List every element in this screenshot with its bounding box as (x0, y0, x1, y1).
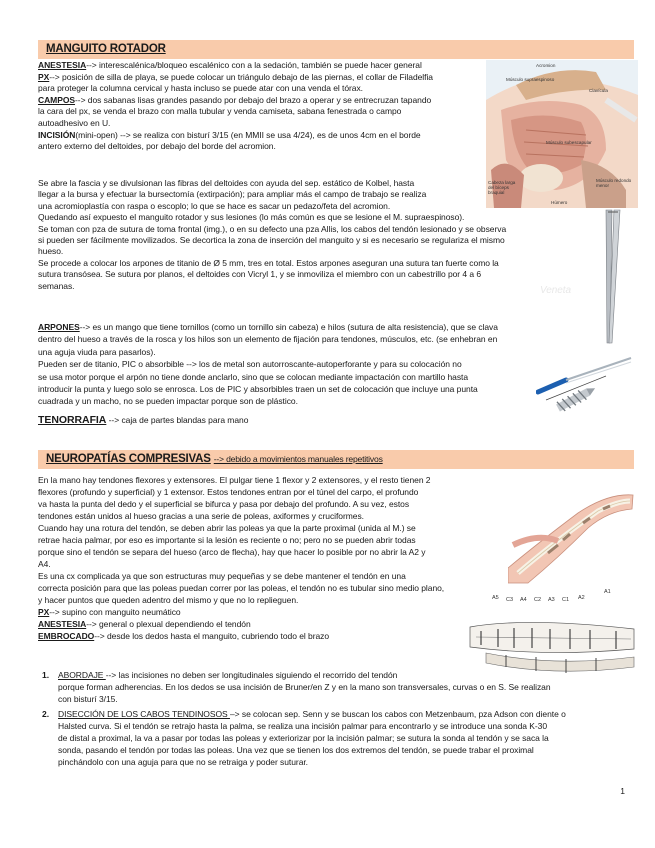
text-line: Pueden ser de titanio, PIC o absorbible --> los de metal son autorroscante-autoperforante y para su colocación no (38, 359, 462, 370)
pulley-a1: A1 (604, 589, 611, 595)
text-line: se usa motor porque el arpón no tiene donde anclarlo, sino que se colocan mediante impactación con martillo hasta (38, 371, 469, 382)
list-item-line: porque forman adherencias. En los dedos se usa incisión de Bruner/en Z y en la mano son transversales, curvas o en S. Se realizan (58, 682, 551, 693)
label-supraespinoso: Músculo supraespinoso (506, 77, 555, 82)
shoulder-anatomy-image (486, 60, 638, 208)
text-line: una aguja viuda para pasarlos). (38, 346, 156, 357)
bold-term: EMBROCADO (38, 631, 95, 641)
pulley-c2: C2 (534, 597, 542, 603)
text-line: Se procede a colocar los arpones de titanio de Ø 5 mm, tres en total. Estos arpones aseguran una sutura tan fuerte como la (38, 257, 499, 268)
list-item-line: con bisturí 3/15. (58, 694, 118, 705)
text-line: PX--> posición de silla de playa, se puede colocar un triángulo debajo de las piernas, el collar de Filadelfia (38, 71, 433, 82)
pulley-a2: A2 (578, 595, 585, 601)
text-line: CAMPOS--> dos sabanas lisas grandes pasando por debajo del brazo a operar y se entrecruzan tapando (38, 94, 432, 105)
text-line: Es una cx complicada ya que son estructuras muy pequeñas y se debe mantener el tendón en una (38, 571, 406, 581)
bold-term: PX (38, 71, 50, 82)
bold-term: INCISIÓN (38, 129, 76, 140)
label-redondo-menor: Músculo redondo menor (596, 178, 632, 188)
text-line: Se toman con pza de sutura de toma frontal (img.), o en su defecto una pza Allis, los cabos del tendón lesionado y se observa (38, 223, 507, 234)
pulley-c1: C1 (562, 597, 570, 603)
list-number: 2. (42, 708, 50, 719)
section-title: MANGUITO ROTADOR (46, 43, 166, 55)
text-line: sutura transósea. Se sutura por planos, el deltoides con Vicryl 1, y se inmoviliza el miembro con un cabestrillo por 4 a 6 (38, 269, 482, 280)
list-item-line: pinchándolo con una aguja para que no se retraiga y poder suturar. (58, 757, 308, 768)
pulley-c3: C3 (506, 597, 514, 603)
text-line: Se abre la fascia y se divulsionan las fibras del deltoides con ayuda del sep. estático de Kolbel, hasta (38, 178, 415, 188)
text-line: INCISIÓN(mini-open) --> se realiza con bisturí 3/15 (en MMII se usa 4/24), es de unos 4cm en el borde (38, 129, 421, 140)
text-line: introducir la punta y luego solo se enrosca. Los de PIC y absorbibles traen un set de colocación que incluye una punta (38, 384, 478, 394)
text-line: cuadrada y un macho, no se pueden impactar porque son de plástico. (38, 396, 298, 407)
text-line: una acromioplastía con raspa o escoplo; lo que se hace es sacar un pedazo/feta del acromion. (38, 200, 391, 211)
label-biceps: Cabeza larga del bíceps braquial (488, 180, 516, 195)
list-item-line: DISECCIÓN DE LOS CABOS TENDINOSOS –> se colocan sep. Senn y se buscan los cabos con Metzenbaum, pza Adson con diente o (58, 708, 566, 719)
list-item-heading: ABORDAJE (58, 670, 106, 680)
text-line: semanas. (38, 280, 75, 291)
section-title: NEUROPATÍAS COMPRESIVAS --> debido a movimientos manuales repetitivos (46, 453, 383, 465)
watermark: Veneta (540, 285, 572, 296)
text-line: PX--> supino con manguito neumático (38, 607, 181, 617)
text-line: tendones están unidos al hueso gracias a una serie de poleas, axiformes y cruciformes. (38, 511, 364, 521)
pulley-a4: A4 (520, 597, 527, 603)
tenorrafia-line: TENORRAFIA --> caja de partes blandas para mano (38, 414, 249, 426)
text-line: dentro del hueso a través de la rosca y los hilos son un elemento de fijación para tendones, músculos, etc. (se enhebran en (38, 334, 498, 345)
section-header-neuropatias (38, 450, 634, 469)
bold-term: PX (38, 607, 50, 617)
text-line: ARPONES--> es un mango que tiene tornillos (como un tornillo sin cabeza) e hilos (sutura de alta resistencia), que se clava (38, 322, 498, 332)
text-line: llegar a la bursa y efectuar la bursectomía (extirpación); para ampliar más el campo de trabajo se realiza (38, 189, 427, 200)
text-line: autoadhesivo en U. (38, 118, 111, 128)
text-line: ANESTESIA--> interescalénica/bloqueo escalénico con a la sedación, también se puede hacer general (38, 60, 422, 70)
page-number: 1 (620, 786, 625, 796)
text-line: va hasta la punta del dedo y el superficial se bifurca y pasa por debajo del profundo. A su vez, estos (38, 499, 410, 509)
list-item-line: sonda, pasando el tendón por todas las poleas. Una vez que se tienen los dos extremos del tendón, se puede trabar el proximal (58, 745, 534, 756)
text-line: retrae hacia palmar, por eso es importante si la lesión es reciente o no; pero no se pueden abrir todas (38, 535, 416, 545)
text-line: EMBROCADO--> desde los dedos hasta el manguito, cubriendo todo el brazo (38, 631, 330, 641)
finger-pulley-image (466, 587, 638, 679)
label-subescapular: Músculo subescapular (546, 140, 592, 145)
list-number: 1. (42, 670, 50, 680)
text-line: para proteger la columna cervical y hasta incluso se puede atar con una venda el tórax. (38, 83, 363, 94)
text-line: la cara del px, se venda el brazo con malla tubular y venda camiseta, sabana fenestrada o campo (38, 106, 402, 117)
pulley-a5: A5 (492, 595, 499, 601)
hand-tendon-image (508, 473, 636, 585)
list-item-line: Halsted curva. Si el tendón se retrajo hasta la palma, se realiza una incisión palmar para encontrarlo y se introduce una sonda K-30 (58, 720, 548, 731)
bold-term: ANESTESIA (38, 60, 87, 70)
list-item-line: ABORDAJE --> las incisiones no deben ser longitudinales siguiendo el recorrido del tendón (58, 670, 398, 680)
text-line: hueso. (38, 246, 64, 257)
text-line: correcta posición para que las poleas puedan correr por las poleas, el tendón no es tubular sino medio plano, (38, 583, 445, 593)
section-header-manguito (38, 40, 634, 59)
text-line: y hacer puntos que queden adentro del mismo y que no lo replieguen. (38, 595, 299, 605)
text-line: ANESTESIA--> general o plexual dependiendo el tendón (38, 619, 251, 629)
text-line: flexores (profundo y superficial) y 1 extensor. Estos tendones entran por el túnel del carpo, el profundo (38, 487, 419, 497)
list-item-heading: DISECCIÓN DE LOS CABOS TENDINOSOS (58, 708, 230, 719)
label-acromion: Acromion (536, 63, 556, 68)
text-line: Cuando hay una rotura del tendón, se deben abrir las poleas ya que la parte proximal (unida al M.) se (38, 523, 416, 533)
text-line: A4. (38, 559, 51, 569)
list-item-line: de distal a proximal, la va a pasar por todas las poleas y exteriorizar por la incisión palmar; se sutura la sonda al tendón y se saca la (58, 733, 549, 743)
label-humero: Húmero (551, 200, 568, 205)
forceps-image (588, 208, 636, 346)
text-line: En la mano hay tendones flexores y extensores. El pulgar tiene 1 flexor y 2 extensores, y el resto tienen 2 (38, 475, 431, 485)
pulley-a3: A3 (548, 597, 555, 603)
text-line: antero externo del deltoides, por debajo del borde del acromion. (38, 141, 276, 152)
label-clavicula: Clavícula (589, 88, 608, 93)
bold-term: ANESTESIA (38, 619, 87, 629)
bold-term: ARPONES (38, 322, 80, 332)
text-line: porque sino el tendón se separa del hueso (arco de flecha), hay que hacer lo posible por no abrir la A2 y (38, 547, 426, 557)
text-line: si pueden ser fácilmente movilizados. Se decortica la zona de inserción del manguito y si es necesario se regulariza el mismo (38, 235, 505, 245)
text-line: Quedando así expuesto el manguito rotador y sus lesiones (lo más común es que se lesione el M. supraespinoso). (38, 212, 465, 223)
suture-anchor-image (536, 350, 636, 422)
bold-term: CAMPOS (38, 94, 76, 105)
